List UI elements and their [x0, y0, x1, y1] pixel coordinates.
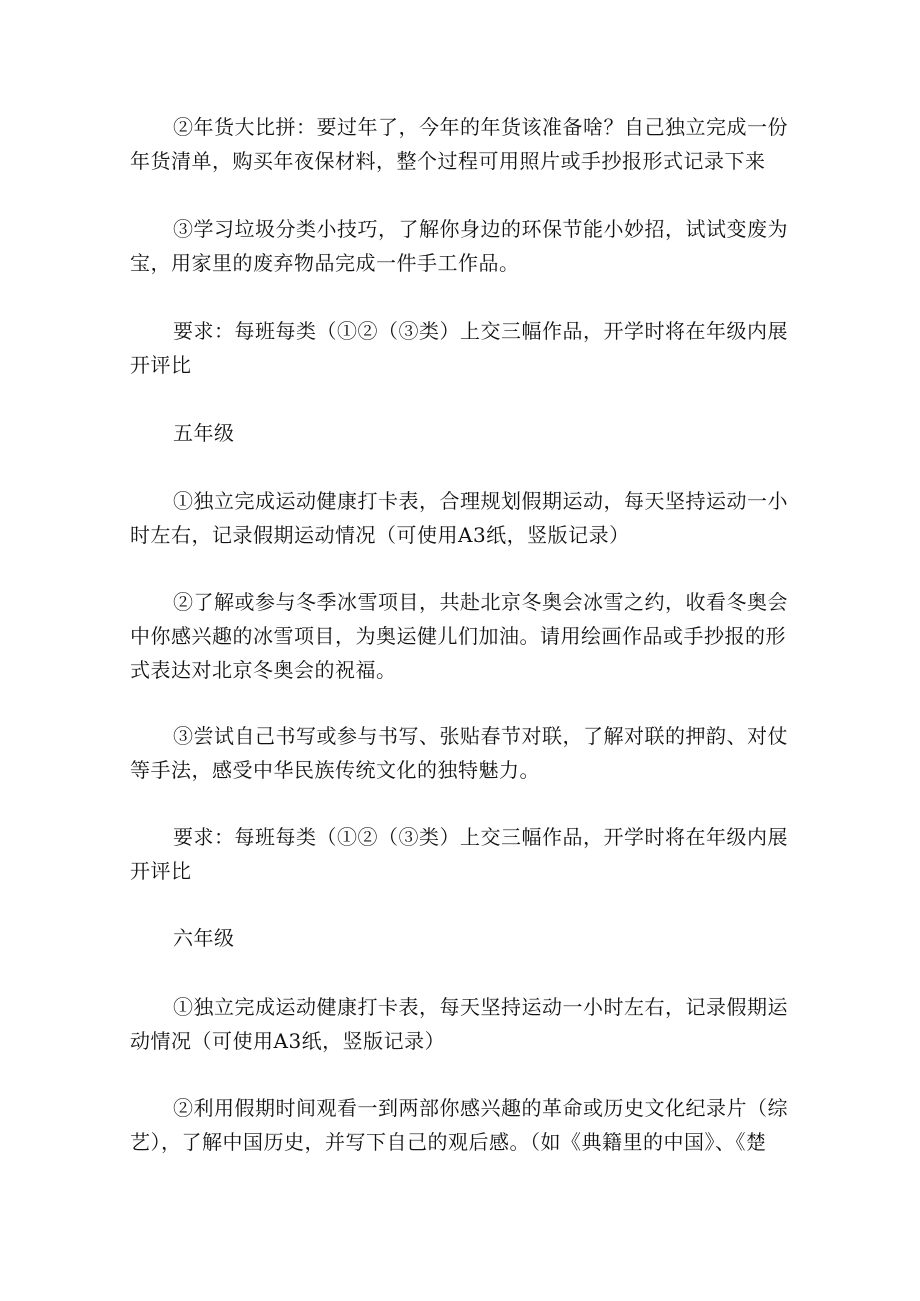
- paragraph-grade5-winter-olympics: ②了解或参与冬季冰雪项目，共赴北京冬奥会冰雪之约，收看冬奥会中你感兴趣的冰雪项目，为奥运健儿们加油。请用绘画作品或手抄报的形式表达对北京冬奥会的祝福。: [130, 590, 788, 682]
- heading-grade-5: 五年级: [173, 421, 235, 445]
- paragraph-requirement-2: 要求：每班每类（①②（③类）上交三幅作品，开学时将在年级内展开评比: [130, 825, 788, 883]
- paragraph-grade5-couplets: ③尝试自己书写或参与书写、张贴春节对联，了解对联的押韵、对仗等手法，感受中华民族传统文化的独特魅力。: [130, 724, 788, 782]
- paragraph-requirement-1: 要求：每班每类（①②（③类）上交三幅作品，开学时将在年级内展开评比: [130, 319, 788, 377]
- paragraph-grade6-documentary: ②利用假期时间观看一到两部你感兴趣的革命或历史文化纪录片（综艺），了解中国历史，并写下自己的观后感。（如《典籍里的中国》、《楚: [130, 1096, 788, 1154]
- paragraph-new-year-goods: ②年货大比拼：要过年了，今年的年货该准备啥？自己独立完成一份年货清单，购买年夜保材料，整个过程可用照片或手抄报形式记录下来: [130, 115, 788, 173]
- heading-grade-6: 六年级: [173, 926, 235, 950]
- paragraph-grade5-exercise: ①独立完成运动健康打卡表，合理规划假期运动，每天坚持运动一小时左右，记录假期运动情况（可使用A3纸，竖版记录）: [130, 489, 788, 547]
- paragraph-garbage-sorting: ③学习垃圾分类小技巧，了解你身边的环保节能小妙招，试试变废为宝，用家里的废弃物品完成一件手工作品。: [130, 217, 788, 275]
- paragraph-grade6-exercise: ①独立完成运动健康打卡表，每天坚持运动一小时左右，记录假期运动情况（可使用A3纸，竖版记录）: [130, 995, 788, 1053]
